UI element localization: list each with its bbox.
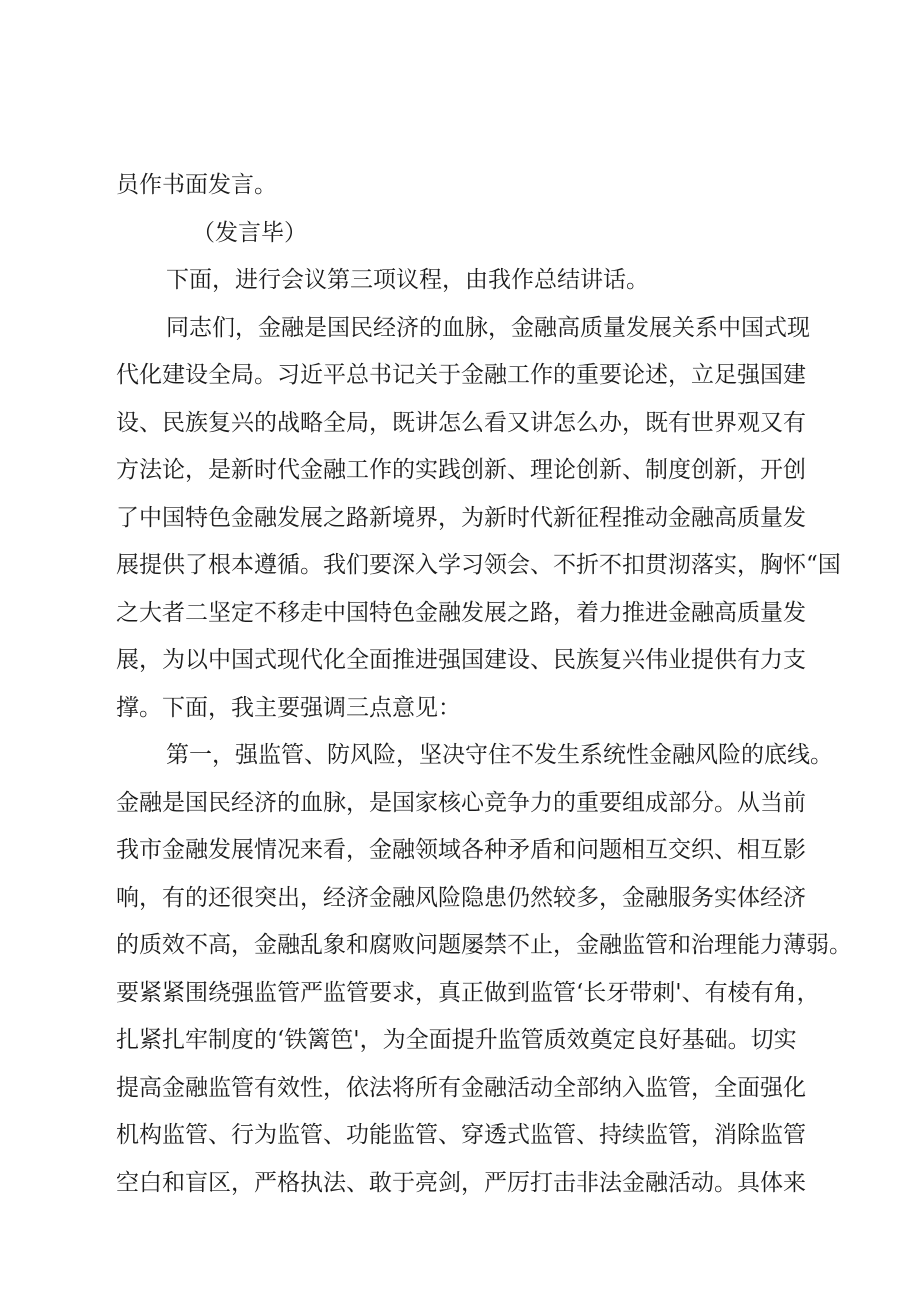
text-line: 设、民族复兴的战略全局，既讲怎么看又讲怎么办，既有世界观又有 xyxy=(116,409,806,436)
text-line: 展提供了根本遵循。我们要深入学习领会、不折不扣贯沏落实，胸怀“国 xyxy=(116,552,841,578)
text-line: 扎紧扎牢制度的‘铁篱笆'，为全面提升监管质效奠定良好基础。切实 xyxy=(116,1027,797,1053)
text-line: 方法论，是新时代金融工作的实践创新、理论创新、制度创新，开创 xyxy=(116,457,806,483)
text-line: 空白和盲区，严格执法、敢于亮剑，严厉打击非法金融活动。具体来 xyxy=(116,1169,806,1196)
text-line: 撑。下面，我主要强调三点意见： xyxy=(116,694,461,721)
text-line: 展，为以中国式现代化全面推进强国建设、民族复兴伟业提供有力支 xyxy=(116,647,806,673)
text-line: 同志们，金融是国民经济的血脉，金融高质量发展关系中国式现 xyxy=(166,314,810,341)
text-line: 了中国特色金融发展之路新境界，为新时代新征程推动金融高质量发 xyxy=(116,504,806,531)
text-line-heading: 第一，强监管、防风险，坚决守住不发生系统性金融风险的底线。 xyxy=(166,742,833,768)
text-line: 机构监管、行为监管、功能监管、穿透式监管、持续监管，消除监管 xyxy=(116,1122,806,1148)
text-line: 提高金融监管有效性，依法将所有金融活动全部纳入监管，全面强化 xyxy=(116,1074,806,1101)
text-line: 金融是国民经济的血脉，是国家核心竞争力的重要组成部分。从当前 xyxy=(116,789,806,816)
text-line: 响，有的还很突出，经济金融风险隐患仍然较多，金融服务实体经济 xyxy=(116,884,806,911)
text-line: 员作书面发言。 xyxy=(116,172,277,198)
text-line: 要紧紧围绕强监管严监管要求，真正做到监管‘长牙带刺'、有棱有角， xyxy=(116,979,820,1006)
document-body xyxy=(116,162,852,1207)
text-line: 的质效不高，金融乱象和腐败问题屡禁不止，金融监管和治理能力薄弱。 xyxy=(116,932,852,958)
text-line: 下面，进行会议第三项议程，由我作总结讲话。 xyxy=(166,267,649,293)
text-line: 我市金融发展情况来看，金融领域各种矛盾和问题相互交织、相互影 xyxy=(116,837,806,863)
text-line: 代化建设全局。习近平总书记关于金融工作的重要论述，立足强国建 xyxy=(116,362,806,388)
text-line-speech-end: （发言毕） xyxy=(192,219,307,246)
text-line: 之大者二坚定不移走中国特色金融发展之路，着力推进金融高质量发 xyxy=(116,599,806,626)
